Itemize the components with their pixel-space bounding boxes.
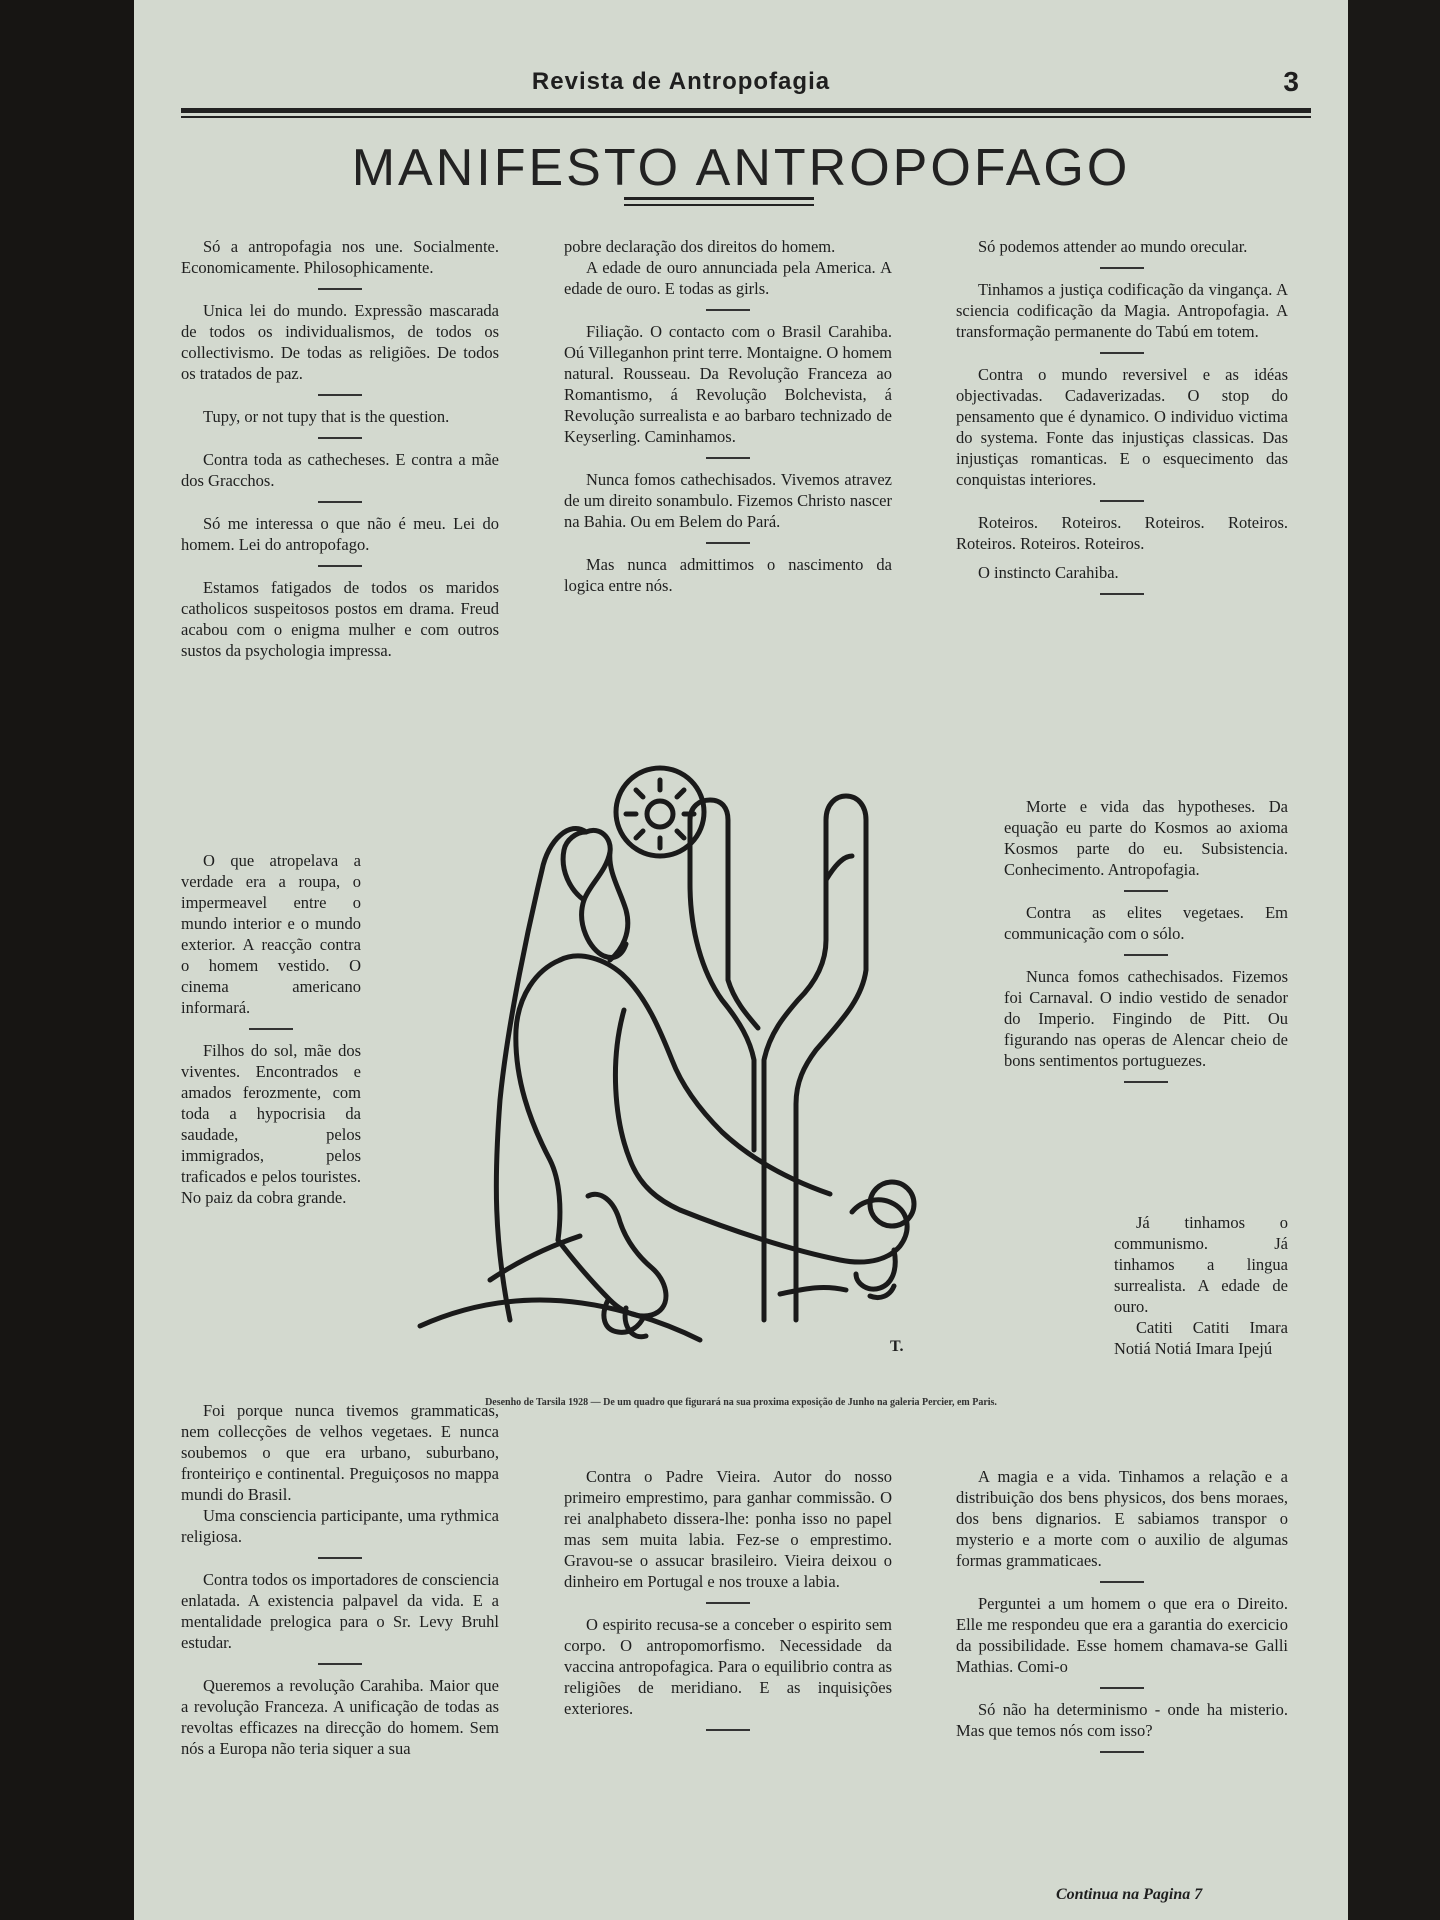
paragraph: Só não ha determinismo - onde ha misterio. Mas que temos nós com isso? [956,1700,1288,1740]
page-number: 3 [1283,66,1299,97]
separator [706,1602,750,1604]
paragraph: O que atropelava a verdade era a roupa, o impermeavel entre o mundo interior e o mundo exterior. A reacção contra o homem vestido. O cinema americano informará. [181,851,361,1017]
paragraph: Só me interessa o que não é meu. Lei do homem. Lei do antropofago. [181,514,499,554]
separator [318,565,362,567]
title-underline [624,197,814,200]
paragraph: Contra todos os importadores de consciencia enlatada. A existencia palpavel da vida. E a mentalidade prelogica para o Sr. Levy Bruhl estudar. [181,1570,499,1652]
paragraph: Uma consciencia participante, uma rythmica religiosa. [181,1506,499,1546]
title-underline-thin [624,204,814,206]
continued-note: Continua na Pagina 7 [1056,1886,1203,1903]
separator [706,457,750,459]
column-1 [181,236,499,661]
paragraph: A magia e a vida. Tinhamos a relação e a distribuição dos bens physicos, dos bens moraes, dos bens dignarios. E sabiamos transpor o mysterio e a morte com o auxilio de algumas formas grammaticaes. [956,1467,1288,1570]
separator [318,394,362,396]
figure-body [560,956,830,1194]
paragraph: Unica lei do mundo. Expressão mascarada de todos os individualismos, de todos os collectivismo. De todas as religiões. De todos os tratados de paz. [181,301,499,383]
header-rule-thin [181,116,1311,118]
paragraph: Tinhamos a justiça codificação da vingança. A sciencia codificação da Magia. Antropofagia. A transformação permanente do Tabú em totem. [956,280,1288,341]
paragraph: O instincto Carahiba. [978,563,1119,582]
paragraph: Perguntei a um homem o que era o Direito. Elle me respondeu que era a garantia do exercicio da possibilidade. Esse homem chamava-se Galli Mathias. Comi-o [956,1594,1288,1676]
column-3-narrowest [1114,1212,1288,1359]
drawing-caption: Desenho de Tarsila 1928 — De um quadro que figurará na sua proxima exposição de Junho na galeria Percier, em Paris. [485,1397,997,1408]
separator [318,1663,362,1665]
column-2-bottom [564,1466,892,1741]
column-1-bottom [181,1400,499,1759]
drawing-signature: T. [890,1338,904,1355]
paragraph: Contra o Padre Vieira. Autor do nosso primeiro emprestimo, para ganhar commissão. O rei analphabeto dissera-lhe: ponha isso no papel mas sem muita labia. Fez-se o emprestimo. Gravou-se o assucar brasileiro. Vieira deixou o dinheiro em Portugal e nos trouxe a labia. [564,1467,892,1591]
separator [1100,267,1144,269]
manifesto-title: MANIFESTO ANTROPOFAGO [351,139,1131,197]
column-1-narrow [181,850,361,1208]
column-3 [956,236,1288,605]
magazine-page [134,0,1348,1920]
separator [1100,352,1144,354]
separator [1100,500,1144,502]
separator [1124,1081,1168,1083]
figure-hand [558,1194,666,1316]
paragraph: Só podemos attender ao mundo orecular. [978,237,1248,256]
paragraph: Já tinhamos o communismo. Já tinhamos a lingua surrealista. A edade de ouro. [1114,1213,1288,1316]
paragraph: A edade de ouro annunciada pela America. A edade de ouro. E todas as girls. [564,258,892,298]
separator [1100,1581,1144,1583]
separator [318,501,362,503]
paragraph: Contra o mundo reversivel e as idéas objectivadas. Cadaverizadas. O stop do pensamento que é dynamico. O individuo victima do systema. Fonte das injustiças classicas. Das injustiças romanticas. E o esquecimento das conquistas interiores. [956,365,1288,489]
paragraph: Contra as elites vegetaes. Em communicação com o sólo. [1004,903,1288,943]
header-rule [181,108,1311,113]
separator [1124,954,1168,956]
paragraph: Contra toda as cathecheses. E contra a mãe dos Gracchos. [181,450,499,490]
paragraph: Filhos do sol, mãe dos viventes. Encontrados e amados ferozmente, com toda a hypocrisia da saudade, pelos immigrados, pelos traficados e pelos touristes. No paiz da cobra grande. [181,1041,361,1207]
paragraph: Só a antropofagia nos une. Socialmente. Economicamente. Philosophicamente. [181,237,499,277]
page-header [181,68,1311,102]
separator [318,437,362,439]
cactus-shape [690,800,758,1150]
ground-line [420,1300,700,1340]
paragraph: Nunca fomos cathechisados. Fizemos foi Carnaval. O indio vestido de senador do Imperio. Fingindo de Pitt. Ou figurando nas operas de Alencar cheio de bons sentimentos portuguezes. [1004,967,1288,1070]
paragraph: pobre declaração dos direitos do homem. [564,237,836,256]
paragraph: Queremos a revolução Carahiba. Maior que a revolução Franceza. A unificação de todas as revoltas efficazes na direcção do homem. Sem nós a Europa não teria siquer a sua [181,1676,499,1758]
paragraph: Roteiros. Roteiros. Roteiros. Roteiros. Roteiros. Roteiros. Roteiros. [956,513,1288,553]
photo-background-right [1348,0,1440,1920]
column-3-narrow [1004,796,1288,1093]
running-title: Revista de Antropofagia [531,68,831,95]
separator [1100,1687,1144,1689]
separator [249,1028,293,1030]
paragraph: Tupy, or not tupy that is the question. [203,407,450,426]
paragraph: Filiação. O contacto com o Brasil Carahiba. Oú Villeganhon print terre. Montaigne. O homem natural. Rousseau. Da Revolução Franceza ao Romantismo, á Revolução Bolchevista, á Revolução surrealista e ao barbaro technizado de Keyserling. Caminhamos. [564,322,892,446]
separator [1100,593,1144,595]
paragraph: Nunca fomos cathechisados. Vivemos atravez de um direito sonambulo. Fizemos Christo nascer na Bahia. Ou em Belem do Pará. [564,470,892,531]
separator [1100,1751,1144,1753]
paragraph: Mas nunca admittimos o nascimento da logica entre nós. [564,555,892,595]
photo-background-left [0,0,134,1920]
paragraph: O espirito recusa-se a conceber o espirito sem corpo. O antropomorfismo. Necessidade da vaccina antropofagica. Para o equilibrio contra as religiões de meridiano. E as inquisições exteriores. [564,1615,892,1718]
separator [706,542,750,544]
separator [706,309,750,311]
figure-head [496,828,586,1320]
paragraph: Foi porque nunca tivemos grammaticas, nem collecções de velhos vegetaes. E nunca soubemos o que era urbano, suburbano, fronteiriço e continental. Preguiçosos no mappa mundi do Brasil. [181,1401,499,1504]
separator [318,288,362,290]
paragraph: Catiti Catiti Imara Notiá Notiá Imara Ipejú [1114,1318,1288,1358]
column-3-bottom [956,1466,1288,1763]
paragraph: Estamos fatigados de todos os maridos catholicos suspeitosos postos em drama. Freud acabou com o enigma mulher e com outros sustos da psychologia impressa. [181,578,499,660]
separator [318,1557,362,1559]
column-2 [564,236,892,596]
paragraph: Morte e vida das hypotheses. Da equação eu parte do Kosmos ao axioma Kosmos parte do eu. Subsistencia. Conhecimento. Antropofagia. [1004,797,1288,879]
abaporu-drawing [400,760,960,1380]
separator [1124,890,1168,892]
separator [706,1729,750,1731]
